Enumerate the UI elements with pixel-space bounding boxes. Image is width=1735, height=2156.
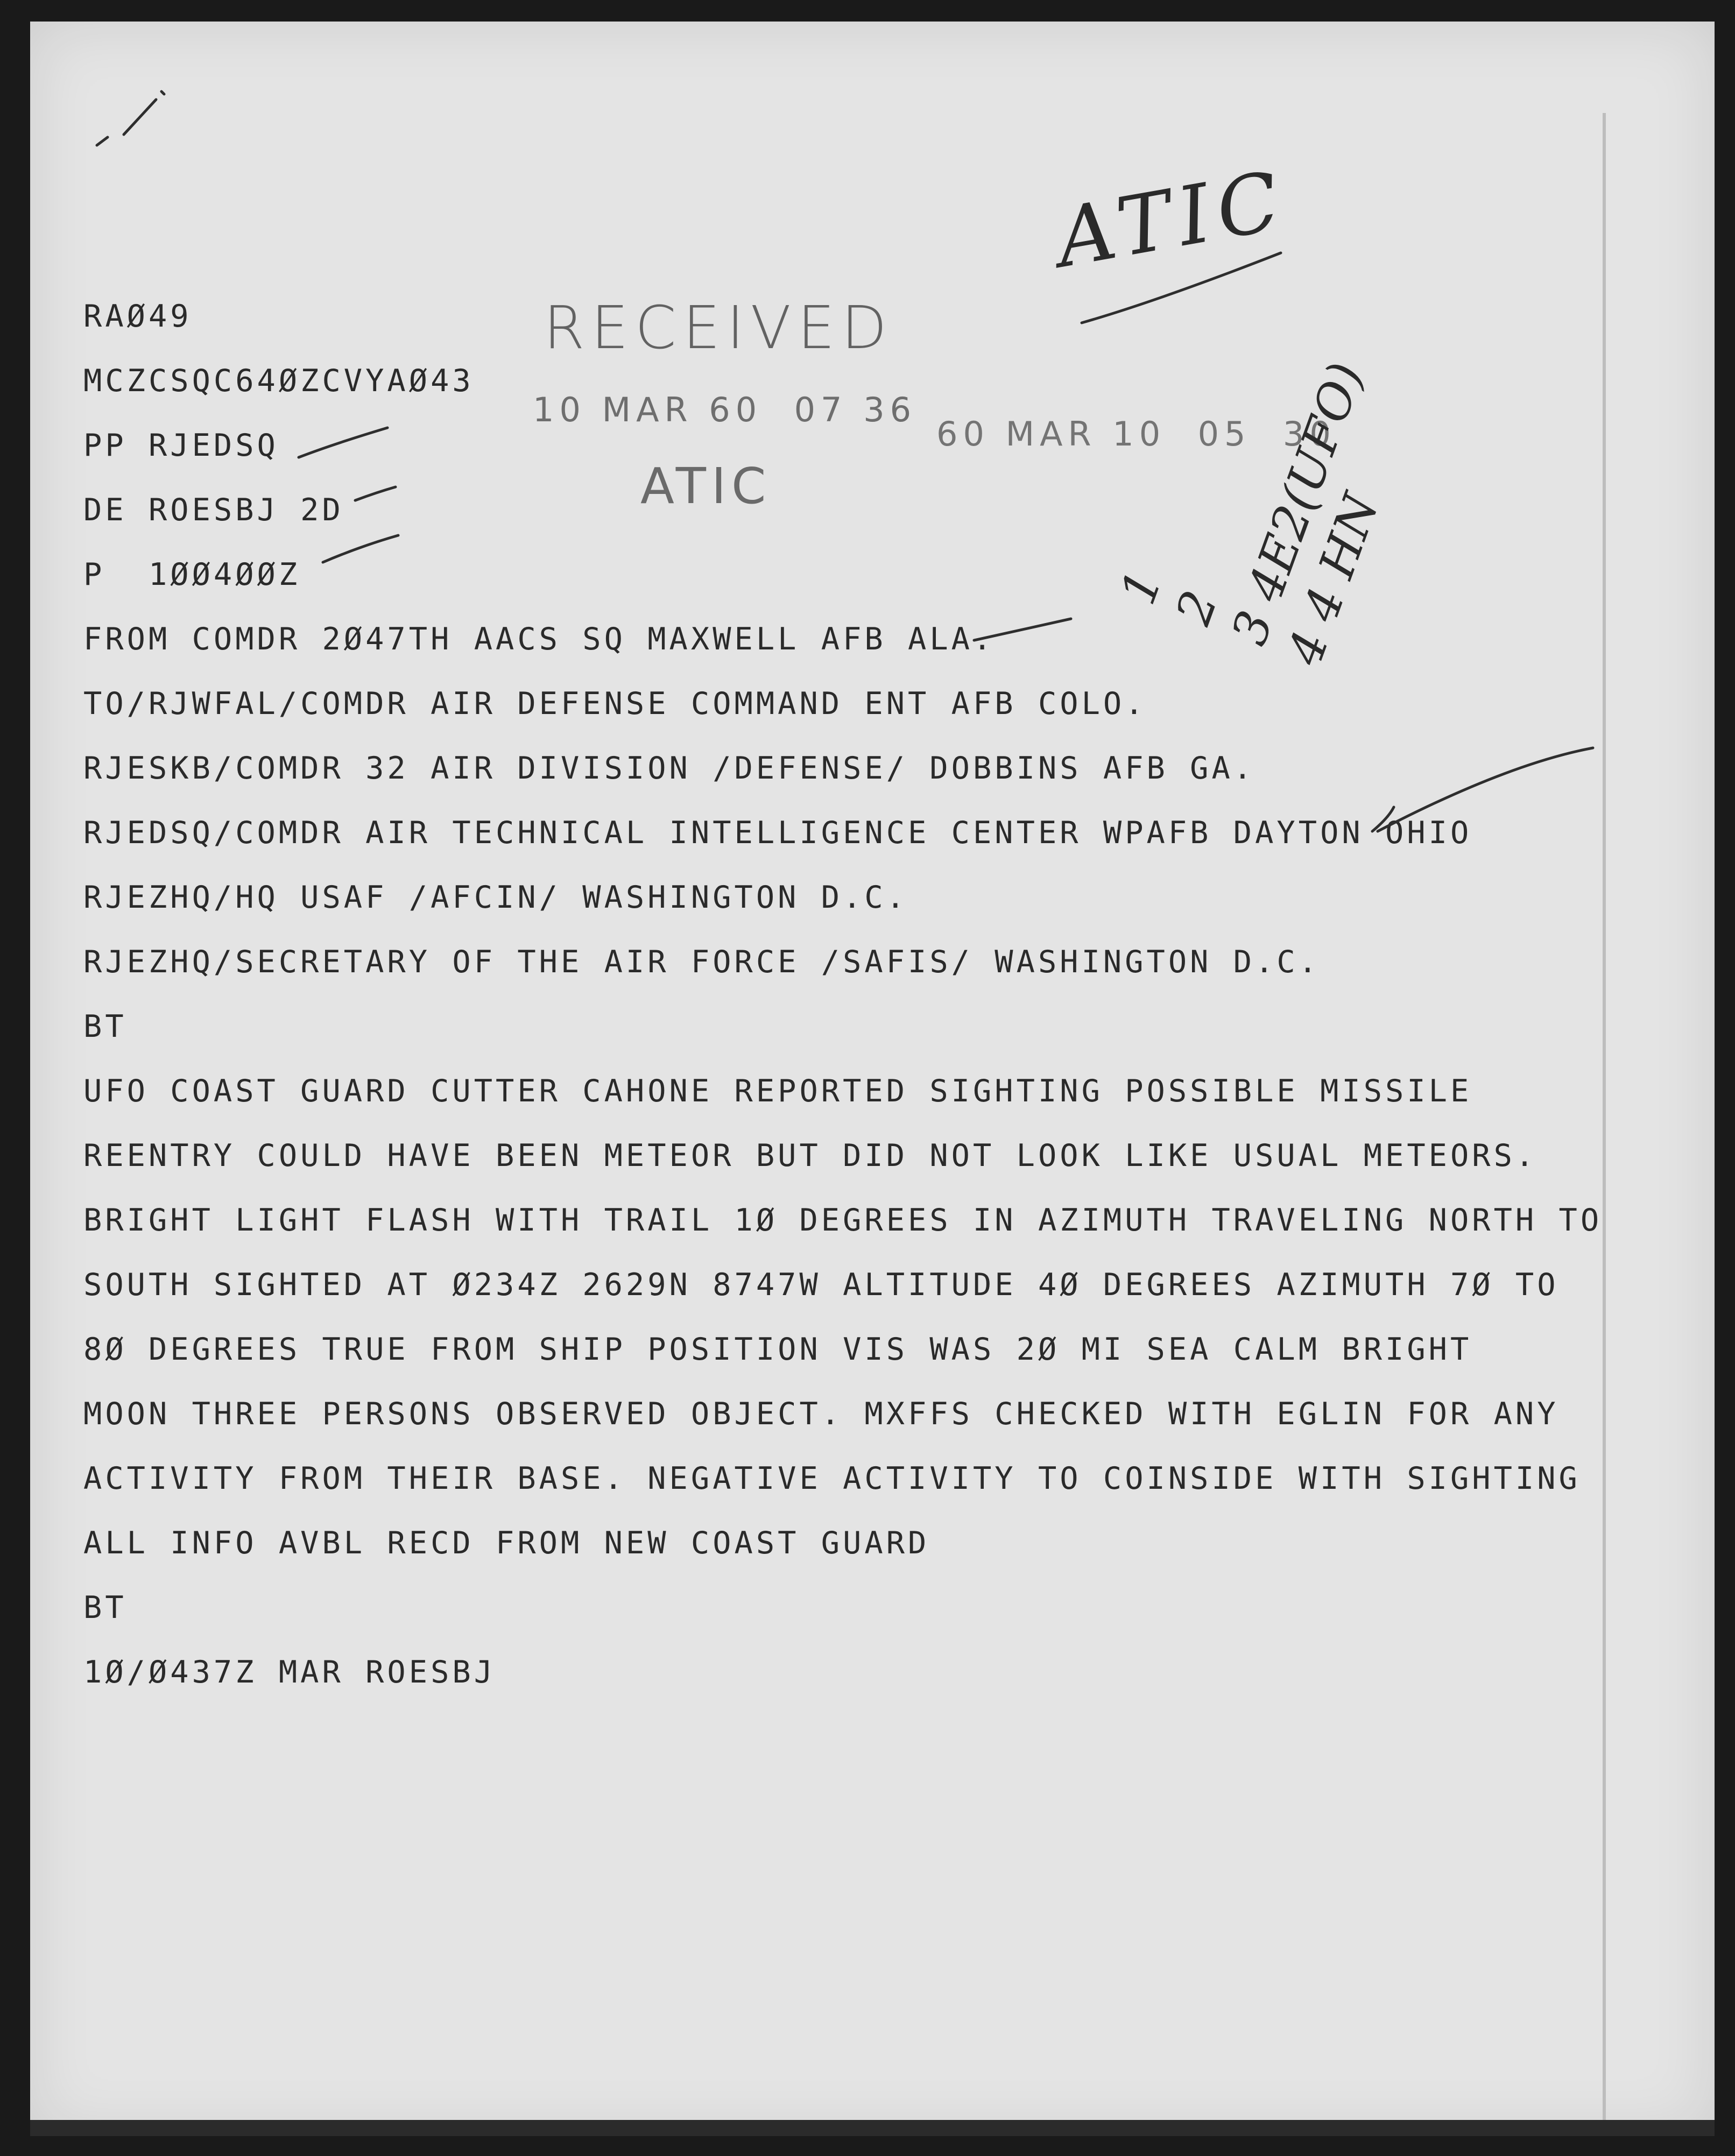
header-line: RAØ49 [83, 299, 192, 334]
header-line: P 1ØØ4ØØZ [83, 557, 301, 592]
address-line: RJEZHQ/SECRETARY OF THE AIR FORCE /SAFIS/ WASHINGTON D.C. [83, 944, 1321, 980]
body-line: 8Ø DEGREES TRUE FROM SHIP POSITION VIS WAS 2Ø MI SEA CALM BRIGHT [83, 1332, 1472, 1367]
handwritten-routing-notes: 1 2 3 4E2(UFO) 4 4 HN [1109, 355, 1391, 673]
routing-tick-mark [299, 428, 387, 457]
body-line: BRIGHT LIGHT FLASH WITH TRAIL 1Ø DEGREES IN AZIMUTH TRAVELING NORTH TO [83, 1203, 1603, 1238]
body-line: UFO COAST GUARD CUTTER CAHONE REPORTED SIGHTING POSSIBLE MISSILE [83, 1073, 1472, 1109]
received-date-stamp: 10 MAR 60 07 36 [533, 390, 917, 429]
body-line: ALL INFO AVBL RECD FROM NEW COAST GUARD [83, 1525, 930, 1561]
handwritten-atic-note: ATIC [1049, 153, 1294, 286]
corner-mark [97, 91, 164, 145]
break-marker-bottom: BT [83, 1590, 127, 1625]
second-date-stamp: 60 MAR 10 05 30 [936, 414, 1336, 454]
atic-office-stamp: ATIC [640, 457, 772, 515]
body-line: ACTIVITY FROM THEIR BASE. NEGATIVE ACTIVITY TO COINSIDE WITH SIGHTING [83, 1461, 1581, 1496]
body-line: REENTRY COULD HAVE BEEN METEOR BUT DID NOT LOOK LIKE USUAL METEORS. [83, 1138, 1537, 1174]
routing-tick-mark [355, 487, 396, 500]
from-line-mark [974, 619, 1071, 640]
routing-tick-mark [323, 535, 398, 562]
address-line: RJESKB/COMDR 32 AIR DIVISION /DEFENSE/ DOBBINS AFB GA. [83, 751, 1256, 786]
address-line: RJEZHQ/HQ USAF /AFCIN/ WASHINGTON D.C. [83, 880, 908, 915]
address-line: RJEDSQ/COMDR AIR TECHNICAL INTELLIGENCE CENTER WPAFB DAYTON OHIO [83, 815, 1472, 851]
break-marker-top: BT [83, 1009, 127, 1044]
body-line: SOUTH SIGHTED AT Ø234Z 2629N 8747W ALTITUDE 4Ø DEGREES AZIMUTH 7Ø TO [83, 1267, 1559, 1303]
checkmark [1372, 748, 1593, 831]
address-line: FROM COMDR 2Ø47TH AACS SQ MAXWELL AFB ALA. [83, 621, 995, 657]
header-line: DE ROESBJ 2D [83, 492, 344, 528]
address-line: TO/RJWFAL/COMDR AIR DEFENSE COMMAND ENT AFB COLO. [83, 686, 1147, 722]
body-line: MOON THREE PERSONS OBSERVED OBJECT. MXFFS CHECKED WITH EGLIN FOR ANY [83, 1396, 1559, 1432]
atic-underline-mark [1082, 253, 1281, 323]
header-line: MCZCSQC64ØZCVYAØ43 [83, 363, 474, 399]
received-stamp: RECEIVED [544, 293, 894, 362]
date-time-group: 1Ø/Ø437Z MAR ROESBJ [83, 1655, 496, 1690]
header-line: PP RJEDSQ [83, 428, 279, 463]
